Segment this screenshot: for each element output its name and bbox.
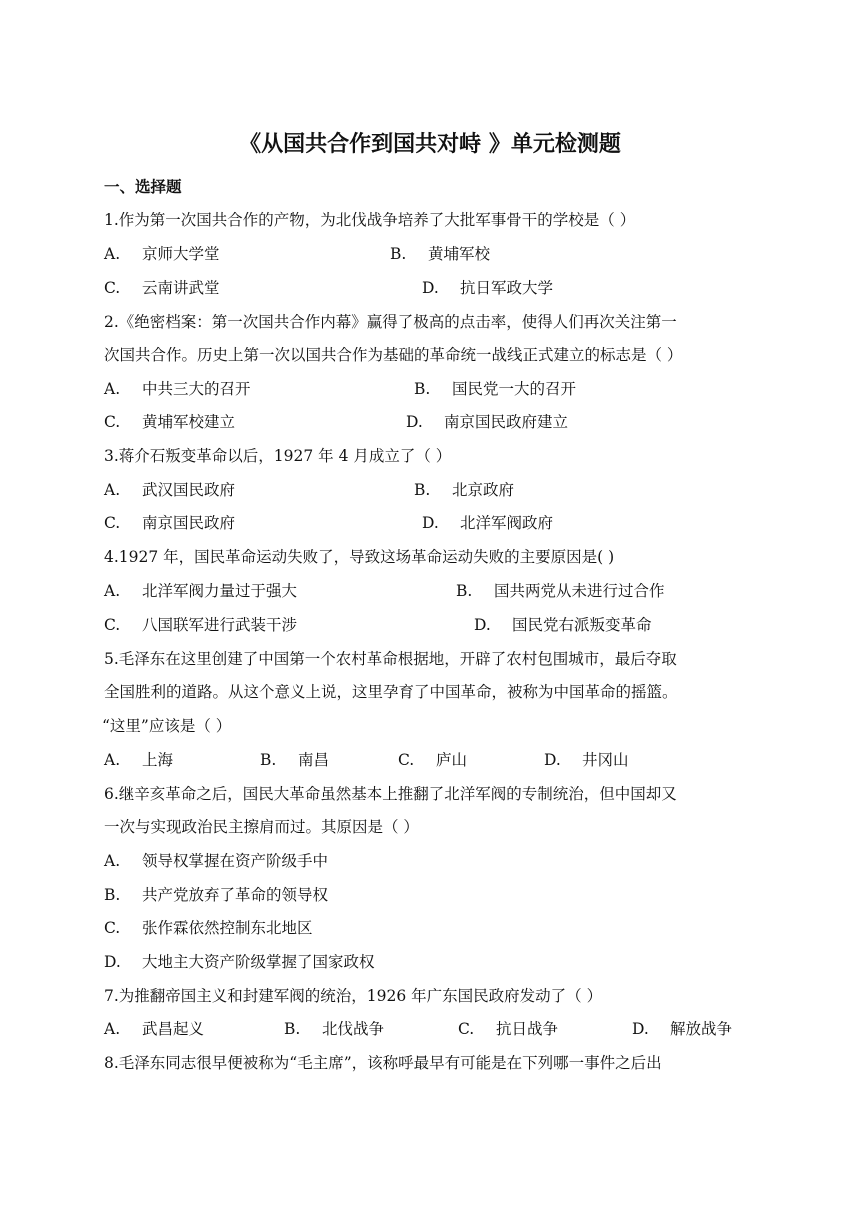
option-letter: D. — [104, 953, 121, 971]
option-text: 南京国民政府 — [142, 514, 236, 532]
q6-option-b — [104, 882, 328, 908]
q5-option-c — [398, 747, 467, 773]
question-6-stem-line-2: 一次与实现政治民主擦肩而过。其原因是（ ） — [104, 818, 419, 836]
q3-option-b — [414, 477, 514, 503]
q5-option-b — [260, 747, 329, 773]
option-text: 抗日军政大学 — [460, 279, 554, 297]
option-text: 大地主大资产阶级掌握了国家政权 — [142, 953, 375, 971]
question-7-stem: 7.为推翻帝国主义和封建军阀的统治，1926 年广东国民政府发动了（ ） — [104, 987, 603, 1005]
option-letter: D. — [632, 1020, 649, 1038]
option-text: 北京政府 — [452, 481, 515, 499]
option-letter: D. — [544, 751, 561, 769]
option-text: 云南讲武堂 — [142, 279, 220, 297]
option-text: 国共两党从未进行过合作 — [494, 582, 665, 600]
option-text: 八国联军进行武装干涉 — [142, 616, 298, 634]
option-letter: C. — [104, 279, 121, 297]
option-text: 北洋军阀政府 — [460, 514, 554, 532]
option-text: 黄埔军校 — [428, 245, 491, 263]
page-title: 《从国共合作到国共对峙 》单元检测题 — [239, 132, 621, 157]
q4-option-b — [456, 578, 665, 604]
q5-option-d — [544, 747, 629, 773]
option-text: 国民党一大的召开 — [452, 380, 577, 398]
option-letter: B. — [104, 886, 121, 904]
q7-option-a — [104, 1016, 204, 1042]
question-5-stem-line-1: 5.毛泽东在这里创建了中国第一个农村革命根据地，开辟了农村包围城市，最后夺取 — [104, 650, 677, 668]
section-heading: 一、选择题 — [104, 178, 182, 196]
option-text: 上海 — [142, 751, 174, 769]
question-3-stem: 3.蒋介石叛变革命以后，1927 年 4 月成立了（ ） — [104, 447, 452, 465]
option-text: 解放战争 — [670, 1020, 733, 1038]
option-letter: B. — [284, 1020, 301, 1038]
q7-option-c — [458, 1016, 558, 1042]
q2-option-a — [104, 376, 251, 402]
q4-option-c — [104, 612, 297, 638]
option-text: 国民党右派叛变革命 — [512, 616, 652, 634]
q6-option-a — [104, 848, 328, 874]
q4-option-a — [104, 578, 297, 604]
q7-option-b — [284, 1016, 384, 1042]
option-text: 南京国民政府建立 — [444, 413, 569, 431]
q1-option-b — [390, 241, 490, 267]
option-text: 领导权掌握在资产阶级手中 — [142, 852, 329, 870]
q2-option-d — [406, 409, 568, 435]
q4-option-d — [474, 612, 652, 638]
option-letter: D. — [422, 279, 439, 297]
option-letter: C. — [398, 751, 415, 769]
option-text: 武汉国民政府 — [142, 481, 236, 499]
option-text: 京师大学堂 — [142, 245, 220, 263]
q1-option-a — [104, 241, 220, 267]
q6-option-c — [104, 915, 313, 941]
option-text: 中共三大的召开 — [142, 380, 251, 398]
option-letter: B. — [456, 582, 473, 600]
q1-option-c — [104, 275, 220, 301]
q2-option-c — [104, 409, 235, 435]
option-letter: A. — [104, 852, 121, 870]
question-6-stem-line-1: 6.继辛亥革命之后，国民大革命虽然基本上推翻了北洋军阀的专制统治，但中国却又 — [104, 785, 677, 803]
option-letter: C. — [458, 1020, 475, 1038]
option-letter: B. — [414, 481, 431, 499]
option-text: 武昌起义 — [142, 1020, 205, 1038]
option-letter: A. — [104, 245, 121, 263]
option-text: 南昌 — [298, 751, 330, 769]
option-text: 井冈山 — [582, 751, 629, 769]
question-5-stem-line-3: “这里”应该是（ ） — [102, 717, 232, 735]
option-text: 黄埔军校建立 — [142, 413, 236, 431]
option-letter: D. — [474, 616, 491, 634]
question-4-stem: 4.1927 年，国民革命运动失败了，导致这场革命运动失败的主要原因是( ) — [104, 548, 615, 566]
option-text: 抗日战争 — [496, 1020, 559, 1038]
q6-option-d — [104, 949, 375, 975]
option-text: 北洋军阀力量过于强大 — [142, 582, 298, 600]
option-text: 北伐战争 — [322, 1020, 385, 1038]
q7-option-d — [632, 1016, 732, 1042]
question-8-stem: 8.毛泽东同志很早便被称为“毛主席”，该称呼最早有可能是在下列哪一事件之后出 — [104, 1054, 662, 1072]
option-letter: D. — [406, 413, 423, 431]
option-letter: A. — [104, 1020, 121, 1038]
q3-option-a — [104, 477, 235, 503]
option-letter: C. — [104, 919, 121, 937]
option-letter: B. — [260, 751, 277, 769]
option-letter: B. — [390, 245, 407, 263]
option-letter: A. — [104, 582, 121, 600]
option-letter: B. — [414, 380, 431, 398]
q2-option-b — [414, 376, 576, 402]
option-text: 庐山 — [436, 751, 468, 769]
question-2-stem-line-2: 次国共合作。历史上第一次以国共合作为基础的革命统一战线正式建立的标志是（ ） — [104, 346, 683, 364]
q3-option-d — [422, 510, 553, 536]
option-letter: C. — [104, 514, 121, 532]
option-text: 张作霖依然控制东北地区 — [142, 919, 313, 937]
option-letter: D. — [422, 514, 439, 532]
option-letter: C. — [104, 616, 121, 634]
question-1-stem: 1.作为第一次国共合作的产物，为北伐战争培养了大批军事骨干的学校是（ ） — [104, 211, 636, 229]
q1-option-d — [422, 275, 553, 301]
option-letter: A. — [104, 481, 121, 499]
option-letter: A. — [104, 380, 121, 398]
option-letter: C. — [104, 413, 121, 431]
option-letter: A. — [104, 751, 121, 769]
option-text: 共产党放弃了革命的领导权 — [142, 886, 329, 904]
question-5-stem-line-2: 全国胜利的道路。从这个意义上说，这里孕育了中国革命，被称为中国革命的摇篮。 — [104, 683, 678, 701]
q5-option-a — [104, 747, 173, 773]
question-2-stem-line-1: 2.《绝密档案：第一次国共合作内幕》赢得了极高的点击率，使得人们再次关注第一 — [104, 313, 677, 331]
q3-option-c — [104, 510, 235, 536]
